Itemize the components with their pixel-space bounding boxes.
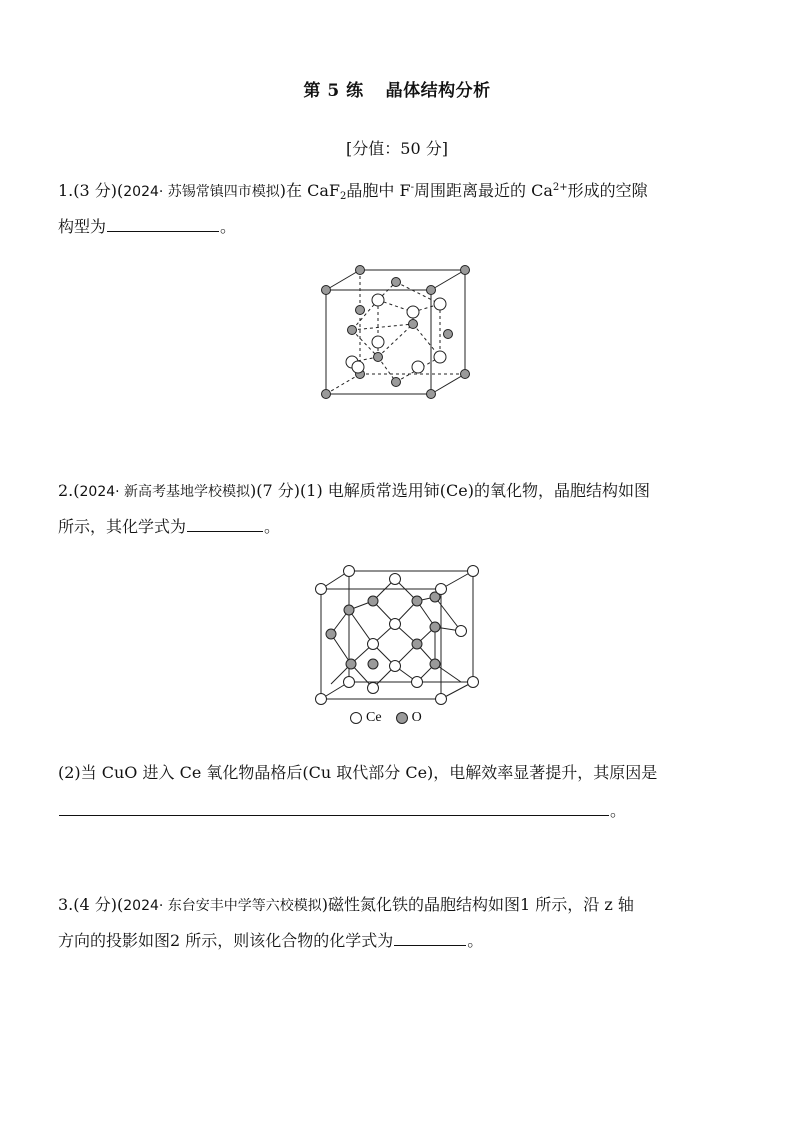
q2-line2: 所示，其化学式为 。 [58, 517, 281, 536]
q1-answer-blank[interactable] [107, 230, 219, 232]
q1-line1: 1.(3 分)(2024· 苏锡常镇四市模拟)在 CaF$_2$晶胞中 F-周围距离最近的 $Ca^{2+}$形成的空隙 [58, 181, 648, 202]
q3-line2: 方向的投影如图2 所示，则该化合物的化学式为 。 [58, 931, 484, 950]
q2-answer-blank-2[interactable] [59, 814, 609, 816]
q1-line2: 构型为 。 [58, 217, 237, 236]
q2-part2-line1: (2)当 CuO 进入 Ce 氧化物晶格后(Cu 取代部分 Ce)，电解效率显著提升，其原因是 [58, 763, 658, 782]
caf2-unit-cell-figure [318, 262, 478, 402]
figure-legend: Ce O [350, 710, 422, 726]
q3-source: 2024· 东台安丰中学等六校模拟 [123, 898, 322, 914]
ce-legend-marker [350, 712, 362, 724]
o-legend-marker [396, 712, 408, 724]
q3-line1: 3.(4 分)(2024· 东台安丰中学等六校模拟)磁性氮化铁的晶胞结构如图1 所示，沿 z 轴 [58, 895, 634, 914]
ceo2-unit-cell-figure [313, 564, 483, 704]
page-title: 第 5 练 晶体结构分析 [303, 81, 491, 101]
q3-answer-blank[interactable] [394, 944, 466, 946]
q2-answer-blank-1[interactable] [187, 530, 263, 532]
score-label: [分值：50 分] [346, 139, 448, 158]
q2-part2-line2: 。 [58, 798, 748, 821]
q2-source: 2024· 新高考基地学校模拟 [79, 484, 251, 500]
q1-source: 2024· 苏锡常镇四市模拟 [123, 184, 280, 200]
q2-line1: 2.(2024· 新高考基地学校模拟)(7 分)(1) 电解质常选用铈(Ce)的氧化物，晶胞结构如图 [58, 481, 650, 500]
